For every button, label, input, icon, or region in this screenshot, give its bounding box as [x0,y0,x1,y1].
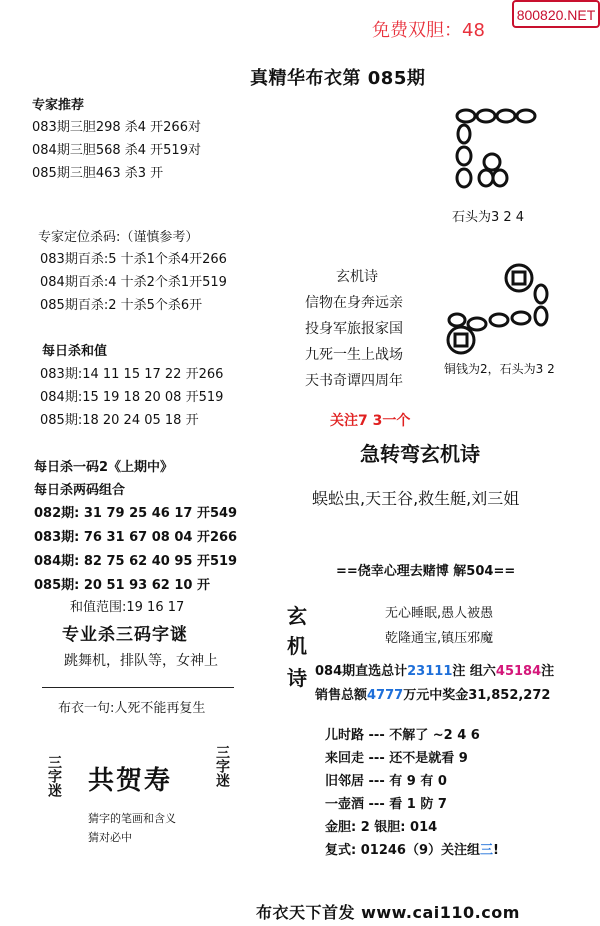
sales-label: 销售总额 [315,688,368,703]
sum-kill-line: 085期:18 20 24 05 18 开 [40,413,199,428]
char-riddle-side: 三字迷 [214,745,230,787]
sales-amount: 4777 [367,688,404,703]
tip-line: 儿时路 --- 不解了 ~2 4 6 [325,728,480,743]
poem2-side-char: 玄 [287,604,307,628]
xuanji-line: 信物在身奔远亲 [305,295,403,311]
page-title: 真精华布衣第 085期 [250,68,426,89]
sales-label: 084期直选总计 [315,664,408,679]
footer-credit[interactable]: 布衣天下首发 www.cai110.com [256,903,520,922]
coin-caption: 铜钱为2，石头为3 2 [444,362,555,376]
expert-line: 083期三胆298 杀4 开266对 [32,120,201,135]
poem2-line: 乾隆通宝,镇压邪魔 [385,631,494,646]
two-code-heading: 每日杀两码组合 [34,483,126,498]
sales-line-2 [315,684,550,703]
stone-puzzle-diagram [448,104,548,204]
poem2-side-char: 机 [287,634,307,658]
xuanji-line: 天书奇谭四周年 [305,373,403,389]
tip-line: 旧邻居 --- 有 9 有 0 [325,774,447,789]
poem2-side-char: 诗 [287,666,307,690]
xuanji-line: 九死一生上战场 [305,347,403,363]
tip-line: 来回走 --- 还不是就看 9 [325,751,468,766]
group6-total: 45184 [495,664,542,679]
one-code-kill: 每日杀一码2《上期中》 [34,460,174,475]
xuanji-line: 投身军旅报家国 [305,321,403,337]
gold-silver: 金胆: 2 银胆: 014 [325,820,438,835]
char-riddle-main: 共贺寿 [88,766,173,796]
site-badge[interactable]: 800820.NET [512,0,600,28]
compound [325,839,499,858]
two-code-line: 085期: 20 51 93 62 10 开 [34,578,210,593]
expert-line: 084期三胆568 杀4 开519对 [32,143,201,158]
sales-label: 注 组六 [452,664,496,679]
expert-line: 085期三胆463 杀3 开 [32,166,164,181]
position-kill-line: 083期百杀:5 十杀1个杀4开266 [40,252,227,267]
char-riddle-hint: 猜字的笔画和含义 [88,812,176,825]
stone-caption: 石头为3 2 4 [452,210,525,225]
compound-text: 复式: 01246（9）关注组 [325,843,480,858]
compound-text: ! [493,843,499,858]
sum-kill-line: 084期:15 19 18 20 08 开519 [40,390,224,405]
char-riddle-side: 三字迷 [46,755,62,797]
sales-line-1 [315,660,554,679]
buyi-saying: 布衣一句:人死不能再复生 [58,701,206,716]
char-riddle-hint: 猜对必中 [88,831,132,844]
tip-line: 一壶酒 --- 看 1 防 7 [325,797,447,812]
position-kill-line: 084期百杀:4 十杀2个杀1开519 [40,275,227,290]
expert-heading: 专家推荐 [32,98,85,113]
two-code-line: 082期: 31 79 25 46 17 开549 [34,506,238,521]
gamble-line: ==侥幸心理去赌博 解504== [336,564,516,579]
two-code-line: 083期: 76 31 67 08 04 开266 [34,530,238,545]
poem2-line: 无心睡眠,愚人被愚 [385,606,494,621]
riddle3-title: 专业杀三码字谜 [62,625,188,645]
sales-label: 万元中奖金31,852,272 [403,688,551,703]
sum-range: 和值范围:19 16 17 [70,600,185,615]
sales-label: 注 [541,664,555,679]
direct-total: 23111 [407,664,453,679]
focus-note: 关注7 3一个 [330,413,411,429]
sum-kill-line: 083期:14 11 15 17 22 开266 [40,367,224,382]
sum-kill-heading: 每日杀和值 [42,344,108,359]
compound-highlight: 三 [480,843,494,858]
sharp-turn-title: 急转弯玄机诗 [360,442,480,466]
xuanji-heading: 玄机诗 [336,269,378,285]
coin-puzzle-diagram [445,262,555,362]
position-kill-line: 085期百杀:2 十杀5个杀6开 [40,298,203,313]
riddle3-text: 跳舞机，排队等，女神上 [64,653,218,669]
position-kill-heading: 专家定位杀码:（谨慎参考） [38,230,199,245]
two-code-line: 084期: 82 75 62 40 95 开519 [34,554,238,569]
sharp-turn-text: 蜈蚣虫,天王谷,救生艇,刘三姐 [312,489,520,508]
divider [42,687,234,688]
free-double-pick: 免费双胆：48 [372,20,485,41]
